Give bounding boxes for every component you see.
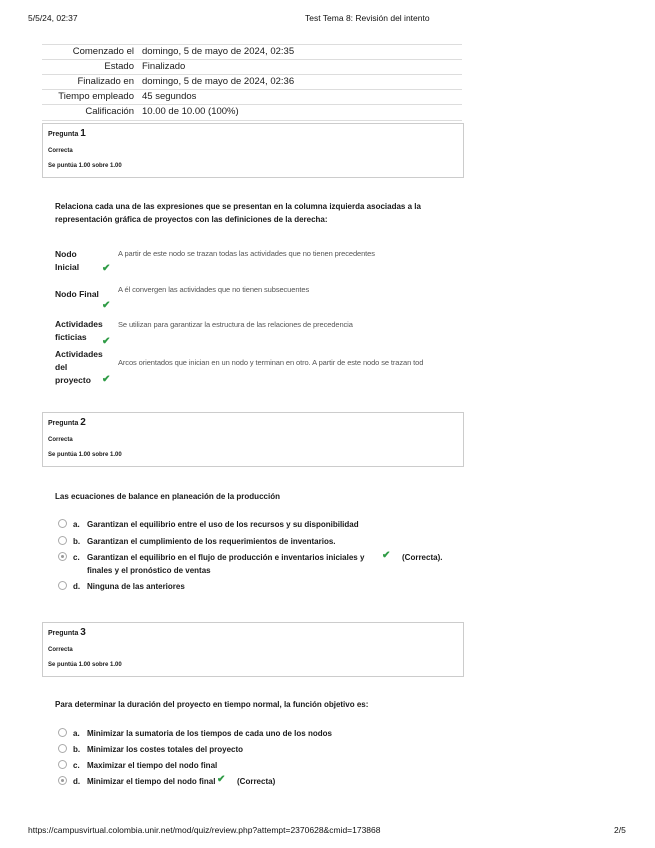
radio-button[interactable] <box>58 728 67 737</box>
question-status: Correcta <box>48 647 73 653</box>
question-score: Se puntúa 1.00 sobre 1.00 <box>48 662 122 668</box>
radio-button[interactable] <box>58 744 67 753</box>
answer-feedback: (Correcta) <box>237 777 276 786</box>
summary-row-finished <box>42 74 462 90</box>
question-3-text: Para determinar la duración del proyecto en tiempo normal, la función objetivo es: <box>55 700 369 709</box>
match-term: Nodo Final <box>55 289 99 299</box>
answer-option-c-continued: finales y el pronóstico de ventas <box>87 566 211 575</box>
summary-value: domingo, 5 de mayo de 2024, 02:35 <box>142 46 295 57</box>
correct-check-icon: ✔ <box>217 774 226 785</box>
question-status: Correcta <box>48 148 73 154</box>
question-2-text: Las ecuaciones de balance en planeación de la producción <box>55 492 280 501</box>
radio-button[interactable] <box>58 519 67 528</box>
summary-label: Comenzado el <box>72 46 134 57</box>
radio-button[interactable] <box>58 536 67 545</box>
question-1-info <box>42 123 464 178</box>
answer-option-c[interactable]: c. Garantizan el equilibrio en el flujo de producción e inventarios iniciales y <box>58 551 364 564</box>
question-number: Pregunta 1 <box>48 128 86 139</box>
match-definition-select[interactable]: Arcos orientados que inician en un nodo y terminan en otro. A partir de este nodo se trazan tod <box>118 358 424 367</box>
match-definition-select[interactable]: A partir de este nodo se trazan todas las actividades que no tienen precedentes <box>118 249 375 258</box>
correct-check-icon: ✔ <box>102 300 111 311</box>
radio-button-selected[interactable] <box>58 552 67 561</box>
print-datetime: 5/5/24, 02:37 <box>28 13 78 23</box>
question-score: Se puntúa 1.00 sobre 1.00 <box>48 163 122 169</box>
answer-option-c[interactable]: c. Maximizar el tiempo del nodo final <box>58 759 217 772</box>
correct-check-icon: ✔ <box>102 374 111 385</box>
correct-check-icon: ✔ <box>102 263 111 274</box>
print-page-title: Test Tema 8: Revisión del intento <box>305 13 430 23</box>
summary-value: domingo, 5 de mayo de 2024, 02:36 <box>142 76 295 87</box>
correct-check-icon: ✔ <box>102 336 111 347</box>
summary-row-grade <box>42 104 462 121</box>
summary-row-state <box>42 59 462 75</box>
answer-option-b[interactable]: b. Garantizan el cumplimiento de los requerimientos de inventarios. <box>58 535 336 548</box>
summary-value: Finalizado <box>142 61 186 72</box>
match-term: Nodo Inicial <box>55 249 80 272</box>
answer-option-d[interactable]: d. Ninguna de las anteriores <box>58 580 185 593</box>
summary-label: Calificación <box>85 106 134 117</box>
answer-option-a[interactable]: a. Garantizan el equilibrio entre el uso de los recursos y su disponibilidad <box>58 518 359 531</box>
question-number: Pregunta 3 <box>48 627 86 638</box>
question-2-info <box>42 412 464 467</box>
question-status: Correcta <box>48 437 73 443</box>
match-definition-select[interactable]: A él convergen las actividades que no tienen subsecuentes <box>118 285 310 294</box>
summary-value: 10.00 de 10.00 (100%) <box>142 106 239 117</box>
summary-label: Finalizado en <box>77 76 134 87</box>
question-1-text: Relaciona cada una de las expresiones que se presentan en la columna izquierda asociadas a la representación gráfica de proyectos con las definiciones de la derecha: <box>55 202 421 224</box>
radio-button[interactable] <box>58 760 67 769</box>
correct-check-icon: ✔ <box>382 550 391 561</box>
question-3-info <box>42 622 464 677</box>
summary-label: Estado <box>104 61 134 72</box>
summary-label: Tiempo empleado <box>58 91 134 102</box>
match-term: Actividades ficticias <box>55 319 103 342</box>
print-url: https://campusvirtual.colombia.unir.net/mod/quiz/review.php?attempt=2370628&cmid=173868 <box>28 825 381 835</box>
summary-row-started <box>42 44 462 60</box>
summary-value: 45 segundos <box>142 91 197 102</box>
print-page-number: 2/5 <box>614 825 626 835</box>
match-definition-select[interactable]: Se utilizan para garantizar la estructura de las relaciones de precedencia <box>118 320 353 329</box>
answer-feedback: (Correcta). <box>402 553 443 562</box>
radio-button-selected[interactable] <box>58 776 67 785</box>
radio-button[interactable] <box>58 581 67 590</box>
question-number: Pregunta 2 <box>48 417 86 428</box>
answer-option-d[interactable]: d. Minimizar el tiempo del nodo final <box>58 775 215 788</box>
answer-option-b[interactable]: b. Minimizar los costes totales del proyecto <box>58 743 243 756</box>
question-score: Se puntúa 1.00 sobre 1.00 <box>48 452 122 458</box>
answer-option-a[interactable]: a. Minimizar la sumatoria de los tiempos de cada uno de los nodos <box>58 727 332 740</box>
match-term: Actividades del proyecto <box>55 349 103 385</box>
summary-row-time-taken <box>42 89 462 105</box>
